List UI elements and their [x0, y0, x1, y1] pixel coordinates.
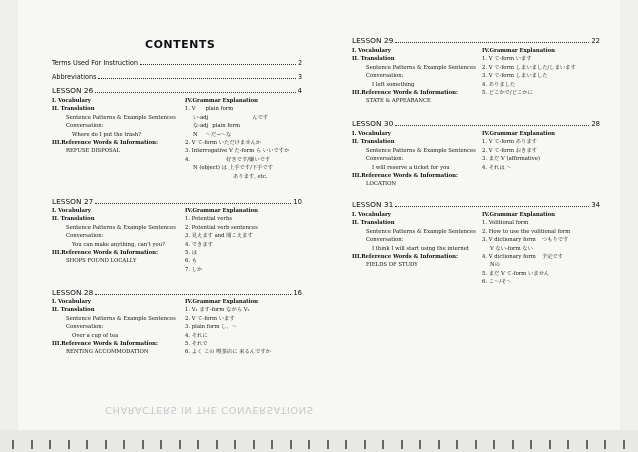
lesson-29-sections: [352, 47, 476, 106]
binding-tick: [493, 440, 495, 449]
lesson-30-heading[interactable]: [352, 119, 600, 128]
toc-entry-terms[interactable]: [52, 58, 302, 67]
section-conversation: Conversation:: [366, 237, 404, 244]
binding-tick: [253, 440, 255, 449]
grammar-item: 6. よく この 喫茶店に 来るんですか: [185, 349, 271, 356]
grammar-item: 3. Interrogative V た-form ら いいですか: [185, 148, 290, 155]
section-translation: II. Translation: [52, 307, 95, 314]
reference-title: STATE & APPEARANCE: [366, 98, 431, 105]
grammar-item: 3. V dictionary form つもりです: [482, 237, 569, 244]
binding-tick: [234, 440, 236, 449]
lesson-title: LESSON 31: [352, 200, 394, 209]
grammar-item: 5. は: [185, 250, 198, 257]
section-vocabulary: I. Vocabulary: [352, 212, 391, 218]
dot-leader: [95, 294, 291, 295]
toc-page: 3: [298, 73, 302, 81]
grammar-heading: IV.Grammar Explanation: [185, 98, 258, 104]
section-conversation: Conversation:: [366, 156, 404, 163]
section-conversation: Conversation:: [66, 123, 104, 130]
binding-tick: [456, 440, 458, 449]
lesson-30-grammar: [482, 130, 555, 172]
section-reference: III.Reference Words & Information:: [52, 250, 158, 257]
grammar-item: 3. plain form し、～: [185, 324, 238, 331]
lesson-title: LESSON 28: [52, 288, 94, 297]
binding-tick: [364, 440, 366, 449]
dot-leader: [140, 63, 296, 65]
lesson-28-heading[interactable]: [52, 288, 302, 297]
section-reference: III.Reference Words & Information:: [352, 90, 458, 97]
binding-tick: [327, 440, 329, 449]
lesson-title: LESSON 29: [352, 36, 394, 45]
lesson-28-sections: [52, 298, 176, 357]
binding-tick: [530, 440, 532, 449]
grammar-item: N ～だ→～な: [193, 131, 232, 138]
grammar-item: 4. それに: [185, 332, 208, 339]
mirrored-bleed-through-text: CHARACTERS IN THE CONVERSATIONS: [105, 404, 314, 415]
grammar-item: 2. V て-form います: [185, 315, 235, 322]
grammar-heading: IV.Grammar Explanation: [185, 208, 258, 214]
binding-tick: [604, 440, 606, 449]
lesson-27-grammar: [185, 207, 258, 274]
binding-tick: [142, 440, 144, 449]
binding-tick: [512, 440, 514, 449]
lesson-page: 10: [293, 198, 302, 206]
conversation-title: You can make anything, can't you?: [72, 241, 165, 248]
lesson-31-heading[interactable]: [352, 200, 600, 209]
grammar-item: 1. V て-form います: [482, 56, 532, 63]
grammar-heading: IV.Grammar Explanation: [185, 299, 258, 305]
binding-tick: [438, 440, 440, 449]
section-translation: II. Translation: [352, 56, 395, 63]
binding-tick: [475, 440, 477, 449]
lesson-title: LESSON 30: [352, 119, 394, 128]
grammar-item: 1. V て-form あります: [482, 139, 537, 146]
section-translation: II. Translation: [52, 216, 95, 223]
lesson-page: 4: [297, 87, 302, 95]
binding-tick: [345, 440, 347, 449]
lesson-29-heading[interactable]: [352, 36, 600, 45]
grammar-item: V ない-form ない: [490, 245, 533, 252]
binding-tick: [31, 440, 33, 449]
binding-tick: [623, 440, 625, 449]
grammar-item: 2. V て-form しまいました/しまいます: [482, 64, 576, 71]
lesson-page: 34: [591, 201, 600, 209]
conversation-title: I left something: [372, 81, 415, 88]
binding-tick: [271, 440, 273, 449]
toc-label: Terms Used For Instruction: [52, 58, 138, 67]
dot-leader: [395, 125, 589, 126]
binding-tick: [123, 440, 125, 449]
grammar-item: 1. Potential verbs: [185, 216, 233, 223]
grammar-item: 1. Volitional form: [482, 220, 529, 227]
lesson-28-grammar: [185, 298, 271, 357]
binding-tick: [382, 440, 384, 449]
section-sentence-patterns: Sentence Patterns & Example Sentences: [66, 315, 176, 322]
section-sentence-patterns: Sentence Patterns & Example Sentences: [366, 64, 476, 71]
section-translation: II. Translation: [352, 139, 395, 146]
section-vocabulary: I. Vocabulary: [52, 98, 91, 104]
grammar-item: 4. それは ～: [482, 164, 512, 171]
grammar-item: い-adj んです: [193, 114, 269, 121]
dot-leader: [95, 92, 295, 93]
binding-tick: [12, 440, 14, 449]
dot-leader: [395, 206, 589, 207]
section-vocabulary: I. Vocabulary: [352, 131, 391, 137]
toc-label: Abbreviations: [52, 72, 97, 81]
section-conversation: Conversation:: [66, 324, 104, 331]
lesson-page: 16: [293, 289, 302, 297]
grammar-item: 2. Potential verb sentences: [185, 224, 258, 231]
right-page-edge: [620, 0, 638, 452]
binding-tick: [216, 440, 218, 449]
lesson-31-sections: [352, 211, 476, 270]
grammar-item: 4. ありました: [482, 81, 516, 88]
binding-tick: [105, 440, 107, 449]
binding-tick: [197, 440, 199, 449]
lesson-27-sections: [52, 207, 176, 266]
lesson-page: 28: [591, 120, 600, 128]
reference-title: RENTING ACCOMMODATION: [66, 349, 149, 356]
section-sentence-patterns: Sentence Patterns & Example Sentences: [66, 224, 176, 231]
contents-title: CONTENTS: [145, 38, 216, 51]
grammar-item: 2. How to use the volitional form: [482, 228, 571, 235]
section-reference: III.Reference Words & Information:: [52, 341, 158, 348]
section-translation: II. Translation: [52, 106, 95, 113]
grammar-item: 7. しか: [185, 266, 203, 273]
grammar-item: Nの: [490, 262, 500, 269]
grammar-heading: IV.Grammar Explanation: [482, 48, 555, 54]
lesson-26-heading[interactable]: [52, 86, 302, 95]
grammar-item: な-adj plain form: [193, 123, 241, 130]
binding-tick: [68, 440, 70, 449]
conversation-title: I will reserve a ticket for you: [372, 164, 450, 171]
toc-entry-abbreviations[interactable]: [52, 72, 302, 81]
section-translation: II. Translation: [352, 220, 395, 227]
binding-tick: [549, 440, 551, 449]
binding-tick: [160, 440, 162, 449]
grammar-heading: IV.Grammar Explanation: [482, 212, 555, 218]
grammar-item: 3. 見えます and 聞こえます: [185, 233, 253, 240]
section-sentence-patterns: Sentence Patterns & Example Sentences: [366, 228, 476, 235]
lesson-27-heading[interactable]: [52, 197, 302, 206]
reference-title: REFUSE DISPOSAL: [66, 148, 121, 155]
grammar-item: 3. V て-form しまいました: [482, 73, 548, 80]
lesson-30-sections: [352, 130, 476, 189]
grammar-item: 5. まだ V て-form いません: [482, 270, 550, 277]
lesson-title: LESSON 26: [52, 86, 94, 95]
grammar-item: 3. まだ V (affirmative): [482, 156, 540, 163]
section-reference: III.Reference Words & Information:: [352, 254, 458, 261]
lesson-26-grammar: [185, 97, 305, 181]
binding-tick: [86, 440, 88, 449]
grammar-item: 2. V て-form いただけませんか: [185, 140, 262, 147]
reference-title: FIELDS OF STUDY: [366, 262, 418, 269]
grammar-item: N (object) は 上手です/下手です: [193, 165, 274, 172]
grammar-item: 5. どこかで/どこかに: [482, 90, 533, 97]
lesson-26-sections: [52, 97, 176, 156]
grammar-item: 6. も: [185, 258, 198, 265]
reference-title: LOCATION: [366, 181, 397, 188]
binding-tick: [179, 440, 181, 449]
binding-tick: [49, 440, 51, 449]
grammar-item: 6. こ～/そ～: [482, 279, 512, 286]
section-sentence-patterns: Sentence Patterns & Example Sentences: [366, 147, 476, 154]
binding-strip: [0, 430, 638, 452]
section-vocabulary: I. Vocabulary: [52, 299, 91, 305]
grammar-item: 1. V plain form: [185, 106, 234, 113]
dot-leader: [395, 42, 589, 43]
binding-tick: [419, 440, 421, 449]
section-conversation: Conversation:: [366, 73, 404, 80]
grammar-item: 4. V dictionary form 予定です: [482, 254, 563, 261]
dot-leader: [95, 203, 291, 204]
conversation-title: Over a cup of tea: [72, 332, 119, 339]
grammar-item: 2. V て-form おきます: [482, 147, 537, 154]
binding-tick: [586, 440, 588, 449]
binding-tick: [401, 440, 403, 449]
grammar-heading: IV.Grammar Explanation: [482, 131, 555, 137]
dot-leader: [98, 77, 296, 79]
section-reference: III.Reference Words & Information:: [52, 140, 158, 147]
grammar-item: 5. それで: [185, 341, 208, 348]
binding-tick: [308, 440, 310, 449]
lesson-page: 22: [591, 37, 600, 45]
grammar-item: 4. できます: [185, 241, 213, 248]
reference-title: SHOPS FOUND LOCALLY: [66, 258, 137, 265]
grammar-item: あります, etc.: [233, 173, 268, 180]
lesson-29-grammar: [482, 47, 576, 97]
section-conversation: Conversation:: [66, 233, 104, 240]
section-vocabulary: I. Vocabulary: [52, 208, 91, 214]
binding-tick: [290, 440, 292, 449]
lesson-31-grammar: [482, 211, 600, 287]
section-reference: III.Reference Words & Information:: [352, 173, 458, 180]
grammar-item: 1. V₁ ます-form ながら V₂: [185, 307, 250, 314]
section-sentence-patterns: Sentence Patterns & Example Sentences: [66, 114, 176, 121]
conversation-title: I think I will start using the internet: [372, 245, 469, 252]
conversation-title: Where do I put the trash?: [72, 131, 142, 138]
toc-page: 2: [298, 59, 302, 67]
binding-tick: [567, 440, 569, 449]
lesson-title: LESSON 27: [52, 197, 94, 206]
section-vocabulary: I. Vocabulary: [352, 48, 391, 54]
left-binding-strip: [0, 0, 18, 452]
grammar-item: 4. 好きです/嫌いです: [185, 156, 271, 163]
